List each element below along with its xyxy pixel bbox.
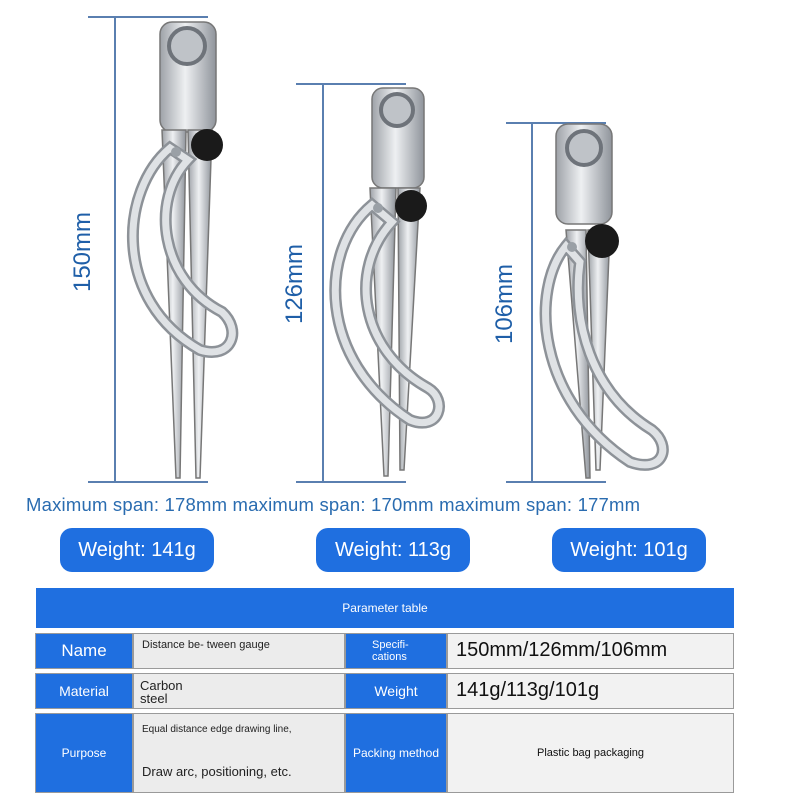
weight-value: 141g/113g/101g — [447, 673, 734, 709]
spec-value: 150mm/126mm/106mm — [447, 633, 734, 669]
weight-badge-3: Weight: 101g — [552, 528, 706, 572]
weight-badge-1: Weight: 141g — [60, 528, 214, 572]
gauge-tool-small — [546, 124, 663, 478]
purpose-value — [133, 713, 345, 793]
material-label: Material — [35, 673, 133, 709]
height-label-2: 126mm — [281, 243, 308, 325]
height-label-3: 106mm — [491, 263, 518, 345]
maximum-span-text: Maximum span: 178mm maximum span: 170mm maximum span: 177mm — [26, 494, 641, 515]
name-value: Distance be- tween gauge — [133, 633, 345, 669]
packing-value: Plastic bag packaging — [447, 713, 734, 793]
weight-badge-2: Weight: 113g — [316, 528, 470, 572]
material-value: Carbon steel — [133, 673, 345, 709]
purpose-value-line-1: Equal distance edge drawing line, — [142, 724, 292, 735]
height-label-1: 150mm — [69, 211, 96, 293]
name-label: Name — [35, 633, 133, 669]
weight-label: Weight — [345, 673, 447, 709]
gauge-tool-large — [133, 22, 232, 478]
purpose-label: Purpose — [35, 713, 133, 793]
purpose-value-line-2: Draw arc, positioning, etc. — [142, 764, 292, 779]
packing-label: Packing method — [345, 713, 447, 793]
parameter-table-header: Parameter table — [36, 588, 734, 628]
spec-label: Specifi- cations — [345, 633, 447, 669]
gauge-tool-medium — [335, 88, 439, 476]
